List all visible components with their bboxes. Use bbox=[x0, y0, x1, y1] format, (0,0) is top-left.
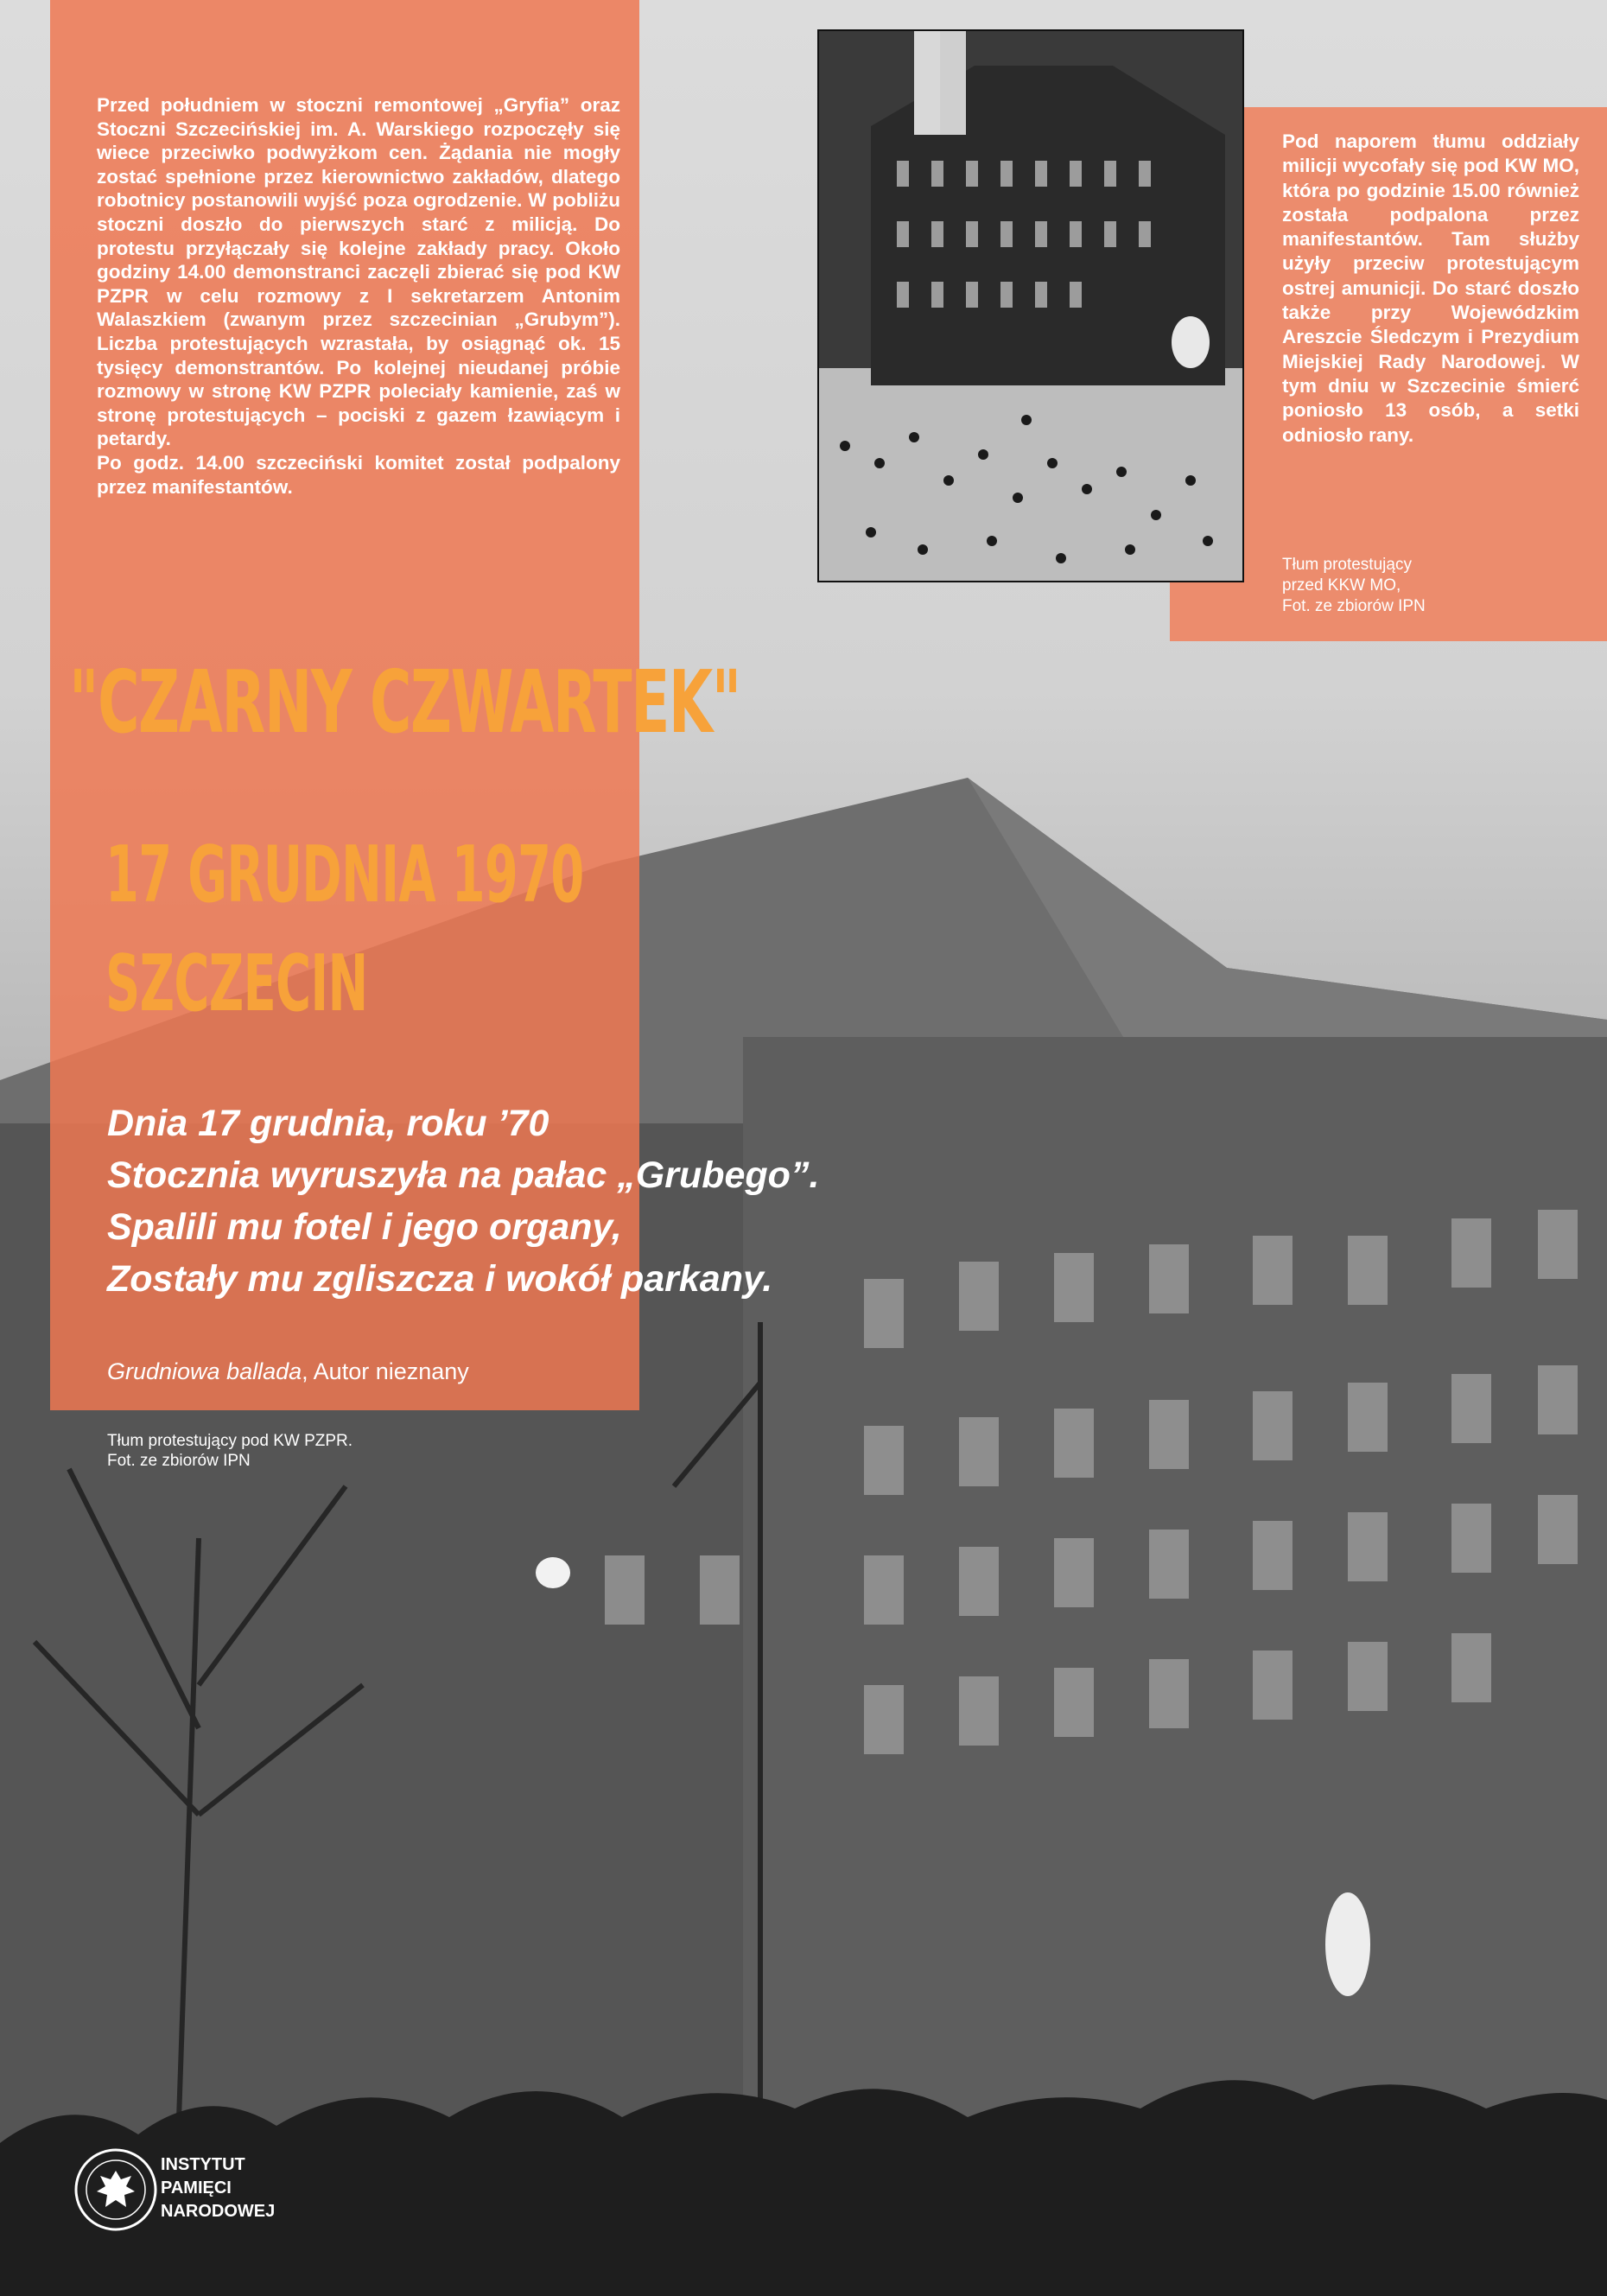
poem-source-title: Grudniowa ballada bbox=[107, 1358, 302, 1384]
heading-city: SZCZECIN bbox=[105, 938, 368, 1029]
poem-line: Stocznia wyruszyła na pałac „Grubego”. bbox=[107, 1154, 820, 1196]
poem-source-author: , Autor nieznany bbox=[302, 1358, 469, 1384]
heading-date: 17 GRUDNIA 1970 bbox=[105, 830, 584, 920]
caption-line: Fot. ze zbiorów IPN bbox=[107, 1452, 251, 1470]
left-paragraph: Przed południem w stoczni remontowej „Gryfia” oraz Stoczni Szczecińskiej im. A. Warskiego rozpoczęły się wiece przeciwko podwyżkom cen. Żądania nie mogły zostać spełnione przez kierownictwo zakładów, dlatego robotnicy postanowili wyjść poza ogrodzenie. W pobliżu stoczni doszło do pierwszych starć z milicją. Do protestu przyłączały się kolejne zakłady pracy. Około godziny 14.00 demonstranci zaczęli zbierać się pod KW PZPR w celu rozmowy z I sekretarzem Antonim Walaszkiem (zwanym przez szczecinian „Grubym”). Liczba protestujących wzrastała, by osiągnąć ok. 15 tysięcy demonstrantów. Po kolejnej nieudanej próbie rozmowy w stronę KW PZPR poleciały kamienie, zaś w stronę protestujących – pociski z gazem łzawiącym i petardy. bbox=[97, 94, 620, 450]
page-title: "CZARNY CZWARTEK" bbox=[69, 652, 740, 753]
poem-line: Zostały mu zgliszcza i wokół parkany. bbox=[107, 1258, 773, 1300]
inset-photo-caption bbox=[1282, 555, 1567, 617]
poem-source bbox=[107, 1358, 469, 1385]
caption-line: Tłum protestujący bbox=[1282, 556, 1412, 574]
right-description: Pod naporem tłumu oddziały milicji wycofały się pod KW MO, która po godzinie 15.00 również została podpalona przez manifestantów. Tam służby użyły przeciw protestującym ostrej amunicji. Do starć doszło także przy Wojewódzkim Areszcie Śledczym i Prezydium Miejskiej Rady Narodowej. W tym dniu w Szczecinie śmierć poniosło 13 osób, a setki odniosło rany. bbox=[1282, 130, 1579, 446]
caption-line: Tłum protestujący pod KW PZPR. bbox=[107, 1432, 353, 1450]
page-subtitle bbox=[105, 821, 584, 1039]
ipn-eagle-logo-icon bbox=[73, 2147, 159, 2233]
left-description bbox=[97, 93, 620, 499]
caption-line: Fot. ze zbiorów IPN bbox=[1282, 597, 1426, 615]
logo-line: PAMIĘCI bbox=[161, 2178, 232, 2197]
logo-wordmark bbox=[161, 2153, 275, 2223]
poem bbox=[107, 1097, 971, 1305]
logo-line: NARODOWEJ bbox=[161, 2202, 276, 2221]
logo-line: INSTYTUT bbox=[161, 2155, 245, 2174]
main-photo-caption bbox=[107, 1431, 453, 1471]
caption-line: przed KKW MO, bbox=[1282, 576, 1401, 595]
poem-line: Spalili mu fotel i jego organy, bbox=[107, 1206, 622, 1248]
inset-photo bbox=[817, 29, 1244, 582]
left-paragraph: Po godz. 14.00 szczeciński komitet został podpalony przez manifestantów. bbox=[97, 451, 620, 498]
poem-line: Dnia 17 grudnia, roku ’70 bbox=[107, 1103, 549, 1144]
